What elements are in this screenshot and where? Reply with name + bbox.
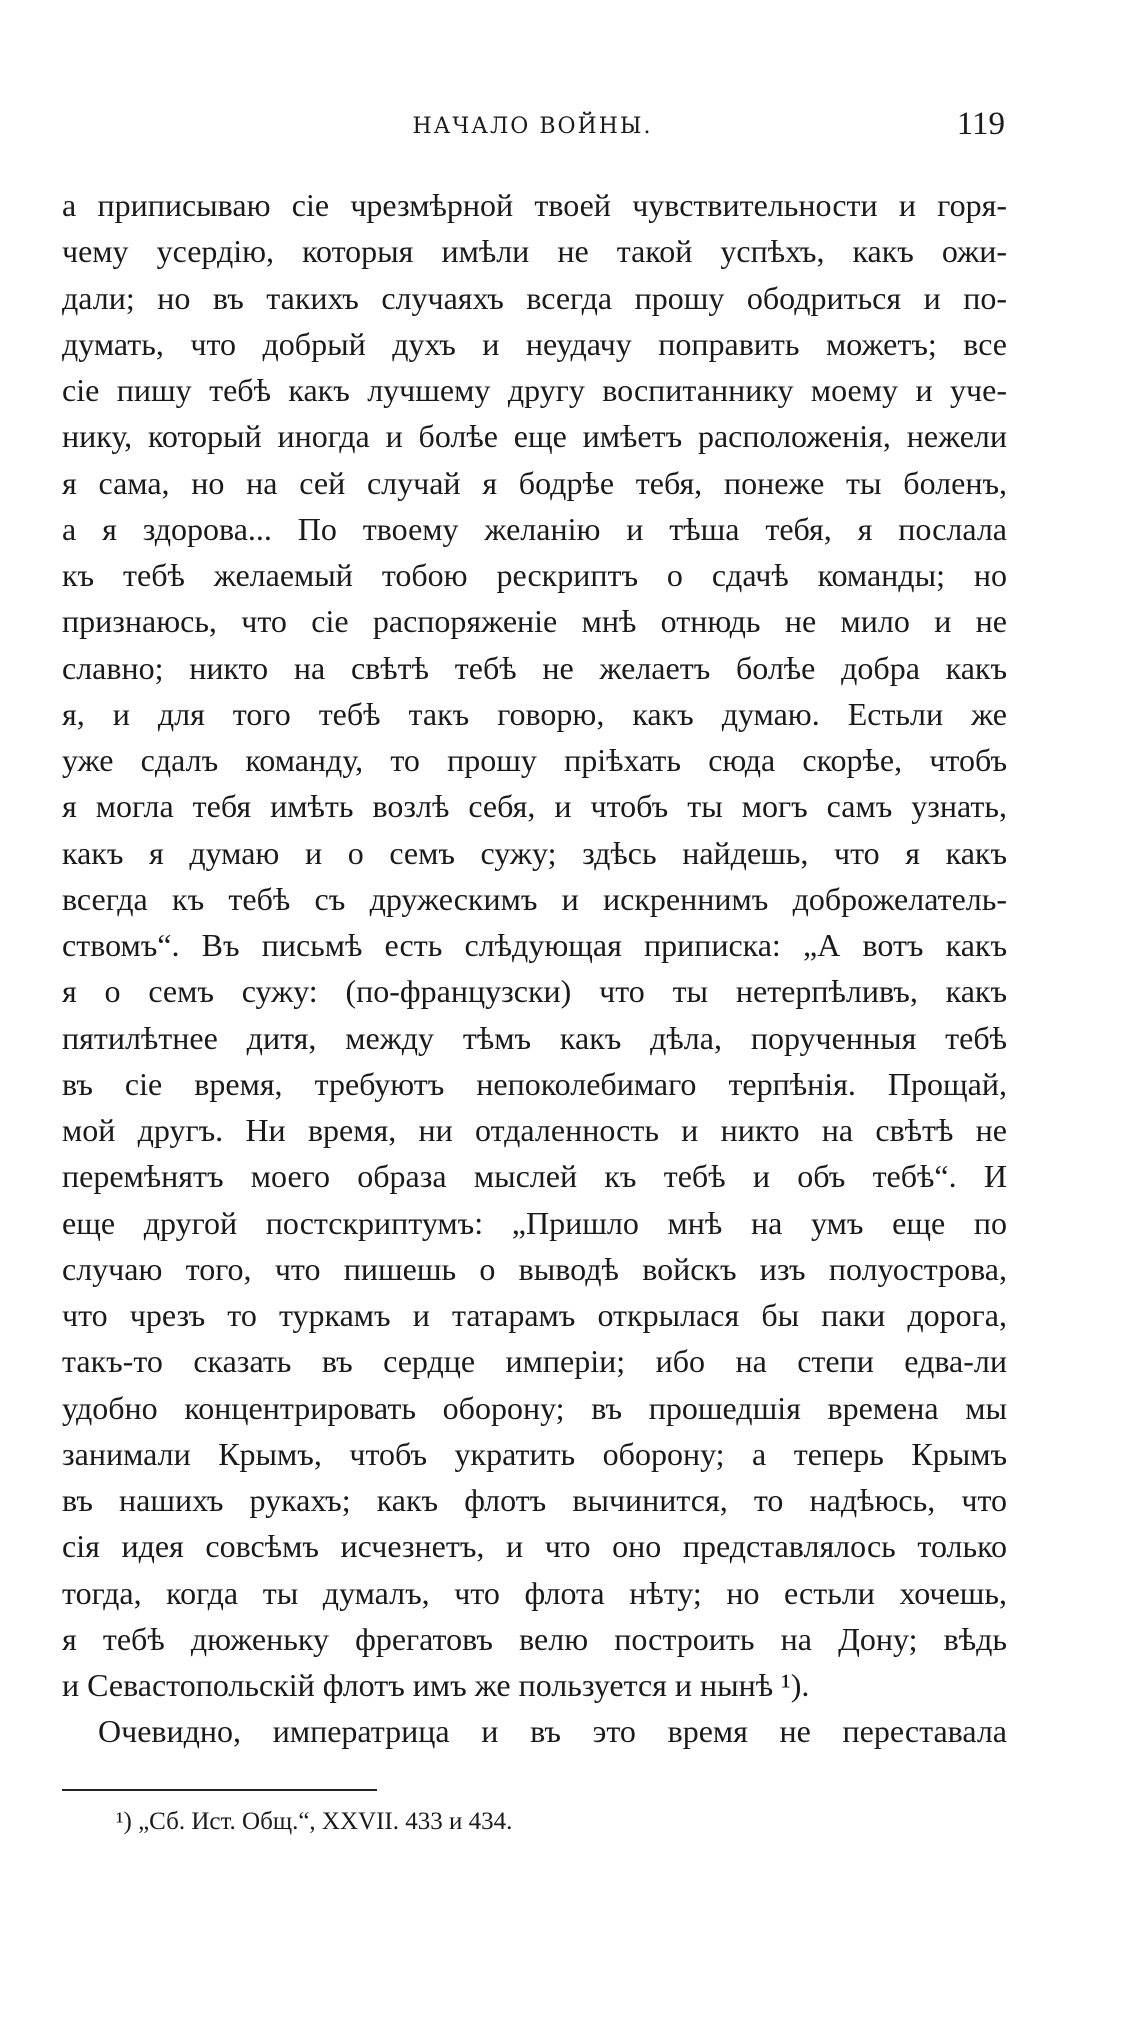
running-head	[60, 106, 1005, 146]
text-line: дали; но въ такихъ случаяхъ всегда прошу ободриться и по-	[62, 279, 1007, 316]
text-line: и Севастопольскій флотъ имъ же пользуется и нынѣ ¹).	[62, 1667, 810, 1703]
text-line: мой другъ. Ни время, ни отдаленность и никто на свѣтѣ не	[62, 1112, 1007, 1148]
text-line: думать, что добрый духъ и неудачу поправить можетъ; все	[62, 325, 1007, 362]
text-line: я сама, но на сей случай я бодрѣе тебя, понеже ты боленъ,	[62, 464, 1007, 501]
text-line: тогда, когда ты думалъ, что флота нѣту; но естьли хочешь,	[62, 1574, 1007, 1611]
text-line: всегда къ тебѣ съ дружескимъ и искреннимъ доброжелатель-	[62, 880, 1007, 917]
text-line: Очевидно, императрица и въ это время не переставала	[98, 1713, 1007, 1750]
text-line: пятилѣтнее дитя, между тѣмъ какъ дѣла, порученныя тебѣ	[62, 1019, 1007, 1056]
text-line: перемѣнятъ моего образа мыслей къ тебѣ и объ тебѣ“. И	[62, 1158, 1007, 1195]
text-line: занимали Крымъ, чтобъ укратить оборону; а теперь Крымъ	[62, 1435, 1007, 1472]
text-line: еще другой постскриптумъ: „Пришло мнѣ на умъ еще по	[62, 1204, 1007, 1241]
text-line: уже сдалъ команду, то прошу пріѣхать сюда скорѣе, чтобъ	[62, 742, 1007, 778]
text-line: въ нашихъ рукахъ; какъ флотъ вычинится, то надѣюсь, что	[62, 1482, 1007, 1518]
text-line: а приписываю сіе чрезмѣрной твоей чувствительности и горя-	[62, 187, 1007, 223]
body-text	[62, 182, 1007, 1755]
running-title: НАЧАЛО ВОЙНЫ.	[412, 114, 653, 139]
text-line: какъ я думаю и о семъ сужу; здѣсь найдешь, что я какъ	[62, 834, 1007, 871]
text-line: ствомъ“. Въ письмѣ есть слѣдующая приписка: „А вотъ какъ	[62, 927, 1007, 963]
text-line: сія идея совсѣмъ исчезнетъ, и что оно представлялось только	[62, 1528, 1007, 1565]
footnote-rule	[62, 1789, 377, 1791]
text-line: что чрезъ то туркамъ и татарамъ открылася бы паки дорога,	[62, 1297, 1007, 1333]
text-line: сіе пишу тебѣ какъ лучшему другу воспитаннику моему и уче-	[62, 372, 1007, 408]
text-line: въ сіе время, требуютъ непоколебимаго терпѣнія. Прощай,	[62, 1065, 1007, 1102]
text-line: случаю того, что пишешь о выводѣ войскъ изъ полуострова,	[62, 1250, 1007, 1287]
page-number: 119	[956, 106, 1005, 142]
text-line: чему усердію, которыя имѣли не такой успѣхъ, какъ ожи-	[62, 233, 1007, 270]
footnote: ¹) „Сб. Ист. Общ.“, XXVII. 433 и 434.	[116, 1808, 513, 1835]
text-line: а я здорова... По твоему желанію и тѣша тебя, я послала	[62, 510, 1007, 547]
text-line: я могла тебя имѣть возлѣ себя, и чтобъ ты могъ самъ узнать,	[62, 788, 1007, 825]
text-line: такъ-то сказать въ сердце имперіи; ибо на степи едва-ли	[62, 1343, 1007, 1380]
text-line: я тебѣ дюженьку фрегатовъ велю построить на Дону; вѣдь	[62, 1620, 1007, 1657]
text-line: я, и для того тебѣ такъ говорю, какъ думаю. Естьли же	[62, 695, 1007, 732]
text-line: нику, который иногда и болѣе еще имѣетъ расположенія, нежели	[62, 418, 1007, 455]
text-line: я о семъ сужу: (по-французски) что ты нетерпѣливъ, какъ	[62, 973, 1007, 1010]
text-line: славно; никто на свѣтѣ тебѣ не желаетъ болѣе добра какъ	[62, 649, 1007, 686]
text-line: признаюсь, что сіе распоряженіе мнѣ отнюдь не мило и не	[62, 603, 1007, 640]
text-line: къ тебѣ желаемый тобою рескриптъ о сдачѣ команды; но	[62, 557, 1007, 593]
text-line: удобно концентрировать оборону; въ прошедшія времена мы	[62, 1389, 1007, 1426]
